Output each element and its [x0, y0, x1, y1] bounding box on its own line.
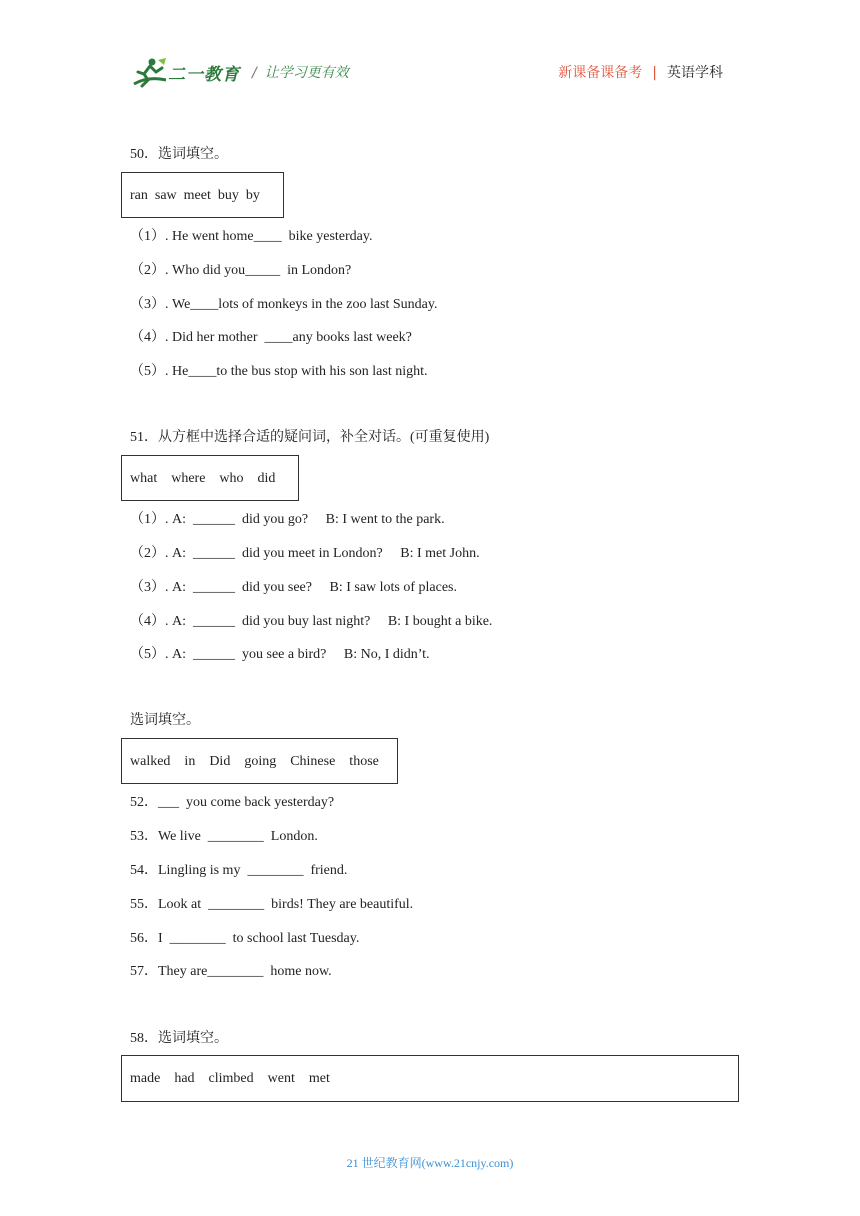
q50-item-1: （1）. He went home____ bike yesterday.	[130, 229, 373, 244]
q55-item: 55．Look at ________ birds! They are beautiful.	[130, 897, 414, 912]
q50-word-box: ran saw meet buy by	[121, 172, 284, 218]
q58-title: 58．选词填空。	[130, 1031, 228, 1046]
slogan: / 让学习更有效	[252, 65, 349, 81]
runner-logo-icon	[130, 56, 170, 90]
logo	[130, 56, 240, 90]
q57-item: 57．They are________ home now.	[130, 964, 332, 979]
q51-item-2: （2）. A: ______ did you meet in London? B: I met John.	[130, 546, 480, 561]
q50-item-3: （3）. We____lots of monkeys in the zoo last Sunday.	[130, 297, 438, 312]
course-label: 新课备课备考	[558, 65, 643, 81]
q51-word-box: what where who did	[121, 455, 299, 501]
q56-item: 56．I ________ to school last Tuesday.	[130, 931, 360, 946]
q53-item: 53．We live ________ London.	[130, 829, 318, 844]
subject-label: 英语学科	[667, 65, 723, 81]
q51-item-1: （1）. A: ______ did you go? B: I went to the park.	[130, 512, 445, 527]
q50-title: 50．选词填空。	[130, 147, 228, 162]
q51-title: 51．从方框中选择合适的疑问词，补全对话。(可重复使用)	[130, 430, 490, 445]
page-header	[0, 0, 860, 110]
q51-item-5: （5）. A: ______ you see a bird? B: No, I didn’t.	[130, 647, 430, 662]
q58-word-box: made had climbed went met	[121, 1055, 739, 1102]
slogan-text: 让学习更有效	[264, 65, 349, 81]
header-right: 新课备课备考 | 英语学科	[558, 65, 723, 81]
q52-57-word-box: walked in Did going Chinese those	[121, 738, 398, 784]
q50-item-4: （4）. Did her mother ____any books last week?	[130, 330, 412, 345]
q51-item-3: （3）. A: ______ did you see? B: I saw lots of places.	[130, 580, 458, 595]
logo-text: 二一教育	[168, 65, 240, 85]
q54-item: 54．Lingling is my ________ friend.	[130, 863, 348, 878]
q51-item-4: （4）. A: ______ did you buy last night? B: I bought a bike.	[130, 614, 493, 629]
q52-57-title: 选词填空。	[130, 713, 200, 728]
page-footer: 21 世纪教育网(www.21cnjy.com)	[346, 1156, 514, 1170]
q50-item-5: （5）. He____to the bus stop with his son last night.	[130, 364, 428, 379]
q50-item-2: （2）. Who did you_____ in London?	[130, 263, 352, 278]
q52-item: 52．___ you come back yesterday?	[130, 795, 335, 810]
